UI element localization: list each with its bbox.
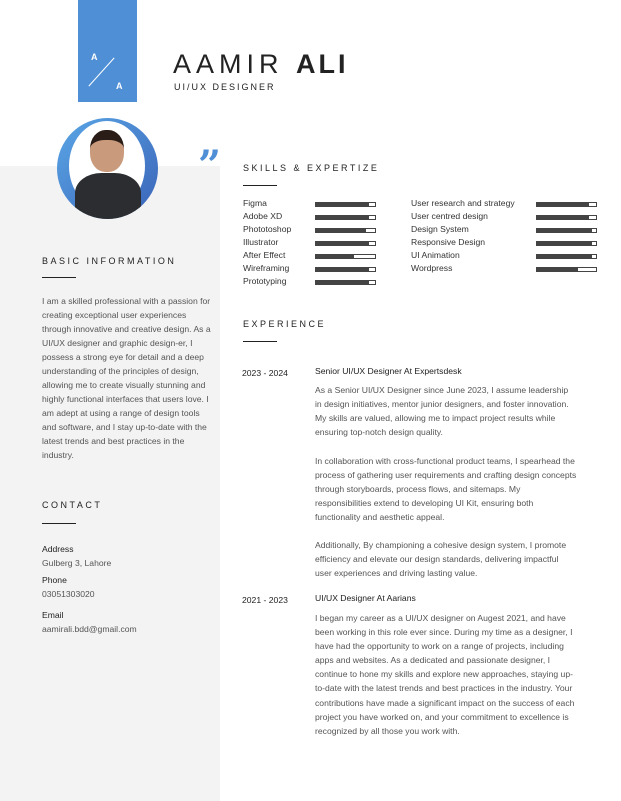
page-title: AAMIR ALI xyxy=(173,49,349,79)
contact-heading: CONTACT xyxy=(42,500,103,510)
job-title: Senior UI/UX Designer At Expertsdesk xyxy=(315,366,462,376)
logo-letter: A xyxy=(91,52,98,62)
skill-level-fill xyxy=(537,203,589,206)
skill-level-bar xyxy=(536,215,597,220)
skill-level-bar xyxy=(315,215,376,220)
address-value: Gulberg 3, Lahore xyxy=(42,558,112,568)
skill-name: Adobe XD xyxy=(243,211,283,221)
skill-level-fill xyxy=(316,203,369,206)
skill-name: Design System xyxy=(411,224,469,234)
job-dates: 2023 - 2024 xyxy=(242,368,288,378)
skill-level-fill xyxy=(316,281,369,284)
skill-level-bar xyxy=(315,254,376,259)
email-value: aamirali.bdd@gmail.com xyxy=(42,624,137,634)
skill-level-bar xyxy=(536,254,597,259)
job-description: As a Senior UI/UX Designer since June 2023, I assume leadership in design initiatives, mentor junior designers, and foster innovation. My skills are valued, allowing me to impact project results while ensuring top-notch design quality. xyxy=(315,385,569,438)
skill-level-fill xyxy=(316,268,369,271)
experience-heading: EXPERIENCE xyxy=(243,319,327,329)
skill-name: Illustrator xyxy=(243,237,279,247)
divider xyxy=(42,523,76,524)
skill-level-bar xyxy=(315,228,376,233)
skill-name: User centred design xyxy=(411,211,488,221)
quote-icon: ” xyxy=(198,142,222,189)
skill-name: Phototoshop xyxy=(243,224,292,234)
job-description: In collaboration with cross-functional product teams, I spearhead the process of gathering user requirements and crafting design concepts through storyboards, process flows, and sitemaps. My responsibilities extend to developing UI Kit, ensuring both functionality and aesthetic appeal. xyxy=(315,456,577,523)
skill-level-bar xyxy=(315,267,376,272)
divider xyxy=(42,277,76,278)
phone-label: Phone xyxy=(42,575,67,585)
skill-level-bar xyxy=(536,228,597,233)
basic-info-text: I am a skilled professional with a passion for creating exceptional user experiences through innovative and creative design. As a UI/UX designer and graphic design-er, I possess a strong eye for detail and a deep understanding of the principles of design, allowing me to create visually stunning and highly functional interfaces that users love. I am adept at using a range of design tools and software, and I stay up-to-date with the latest trends and best practices in the industry. xyxy=(42,296,211,460)
skill-level-fill xyxy=(537,268,578,271)
skill-level-fill xyxy=(537,242,592,245)
skill-level-bar xyxy=(536,202,597,207)
skill-level-bar xyxy=(536,267,597,272)
job-description: Additionally, By championing a cohesive design system, I promote efficiency and elevate our design standards, delivering impactful user experiences and driving lasting value. xyxy=(315,540,567,579)
logo xyxy=(78,0,137,102)
skill-level-fill xyxy=(537,229,592,232)
skill-name: Figma xyxy=(243,198,267,208)
divider xyxy=(243,341,277,342)
address-label: Address xyxy=(42,544,74,554)
skill-name: User research and strategy xyxy=(411,198,515,208)
basic-info-heading: BASIC INFORMATION xyxy=(42,256,177,266)
skill-level-bar xyxy=(315,241,376,246)
skill-name: UI Animation xyxy=(411,250,460,260)
skill-level-bar xyxy=(536,241,597,246)
email-label: Email xyxy=(42,610,64,620)
skill-name: Responsive Design xyxy=(411,237,486,247)
skill-level-fill xyxy=(537,255,592,258)
skill-name: After Effect xyxy=(243,250,286,260)
job-description: I began my career as a UI/UX designer on Augest 2021, and have been working in this role ever since. During my time as a designer, I have had the opportunity to work on a range of projects, including apps and websites. As a dedicated and passionate designer, I continue to hone my skills and explore new approaches, staying up-to-date with the latest trends and best practices in the industry. Your contributions have made a significant impact on the success of each project you have worked on, and your commitment to excellence is recognized by all those you work with. xyxy=(315,613,575,736)
skill-level-fill xyxy=(316,242,369,245)
skill-level-fill xyxy=(316,216,369,219)
job-role: UI/UX DESIGNER xyxy=(174,82,276,92)
skill-level-fill xyxy=(316,255,354,258)
skill-level-fill xyxy=(316,229,366,232)
skill-name: Wireframing xyxy=(243,263,290,273)
skills-heading: SKILLS & EXPERTIZE xyxy=(243,163,380,173)
skill-level-fill xyxy=(537,216,589,219)
job-dates: 2021 - 2023 xyxy=(242,595,288,605)
avatar xyxy=(57,118,158,219)
skill-level-bar xyxy=(315,280,376,285)
skill-level-bar xyxy=(315,202,376,207)
skill-name: Prototyping xyxy=(243,276,287,286)
logo-letter: A xyxy=(116,81,123,91)
job-title: UI/UX Designer At Aarians xyxy=(315,593,416,603)
skill-name: Wordpress xyxy=(411,263,453,273)
divider xyxy=(243,185,277,186)
phone-value: 03051303020 xyxy=(42,589,95,599)
